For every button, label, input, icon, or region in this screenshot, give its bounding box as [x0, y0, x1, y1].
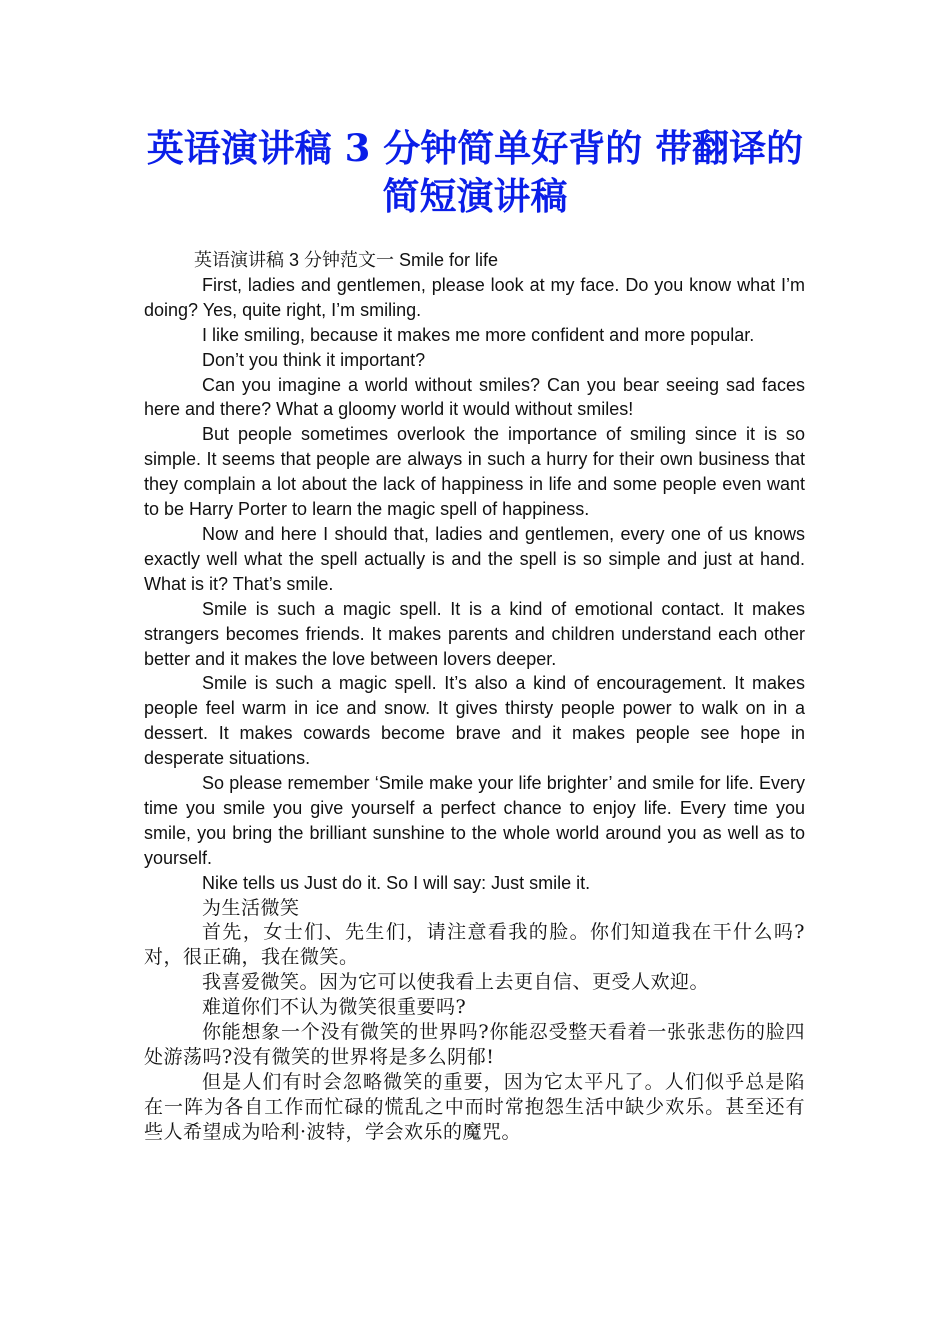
paragraph: Can you imagine a world without smiles? Can you bear seeing sad faces here and there? What a gloomy world it would without smiles!	[144, 374, 805, 420]
translation-paragraph: 但是人们有时会忽略微笑的重要，因为它太平凡了。人们似乎总是陷在一阵为各自工作而忙碌的慌乱之中而时常抱怨生活中缺少欢乐。甚至还有些人希望成为哈利·波特，学会欢乐的魔咒。	[144, 1070, 805, 1143]
paragraph: Smile is such a magic spell. It is a kind of emotional contact. It makes strangers becomes friends. It makes parents and children understand each other better and it makes the love between lovers deeper.	[144, 598, 805, 669]
paragraph: Smile is such a magic spell. It’s also a kind of encouragement. It makes people feel warm in ice and snow. It gives thirsty people power to walk on in a dessert. It makes cowards become brave and it makes people see hope in desperate situations.	[144, 673, 805, 769]
paragraph: I like smiling, because it makes me more confident and more popular.	[202, 324, 755, 345]
paragraph: But people sometimes overlook the importance of smiling since it is so simple. It seems that people are always in such a hurry for their own business that they complain a lot about the lack of happiness in life and some people even want to be Harry Porter to learn the magic spell of happiness.	[144, 424, 805, 520]
paragraph: Don’t you think it important?	[202, 349, 426, 370]
document-body	[144, 248, 805, 1145]
translation-paragraph: 你能想象一个没有微笑的世界吗?你能忍受整天看着一张张悲伤的脸四处游荡吗?没有微笑的世界将是多么阴郁!	[144, 1021, 805, 1068]
paragraph: Nike tells us Just do it. So I will say: Just smile it.	[202, 872, 591, 893]
section-heading: 英语演讲稿 3 分钟范文一 Smile for life	[194, 250, 499, 270]
paragraph: First, ladies and gentlemen, please look at my face. Do you know what I’m doing? Yes, quite right, I’m smiling.	[144, 274, 805, 320]
translation-paragraph: 我喜爱微笑。因为它可以使我看上去更自信、更受人欢迎。	[202, 971, 710, 994]
translation-paragraph: 难道你们不认为微笑很重要吗?	[202, 996, 467, 1019]
page-title: 英语演讲稿 3 分钟简单好背的 带翻译的简短演讲稿	[146, 126, 804, 218]
translation-heading: 为生活微笑	[202, 896, 300, 919]
translation-paragraph: 首先，女士们、先生们，请注意看我的脸。你们知道我在干什么吗?对，很正确，我在微笑。	[144, 921, 805, 969]
paragraph: So please remember ‘Smile make your life brighter’ and smile for life. Every time you smile you give yourself a perfect chance to enjoy life. Every time you smile, you bring the brilliant sunshine to the whole world around you as well as to yourself.	[144, 773, 805, 868]
paragraph: Now and here I should that, ladies and gentlemen, every one of us knows exactly well what the spell actually is and the spell is so simple and just at hand. What is it? That’s smile.	[144, 523, 805, 594]
